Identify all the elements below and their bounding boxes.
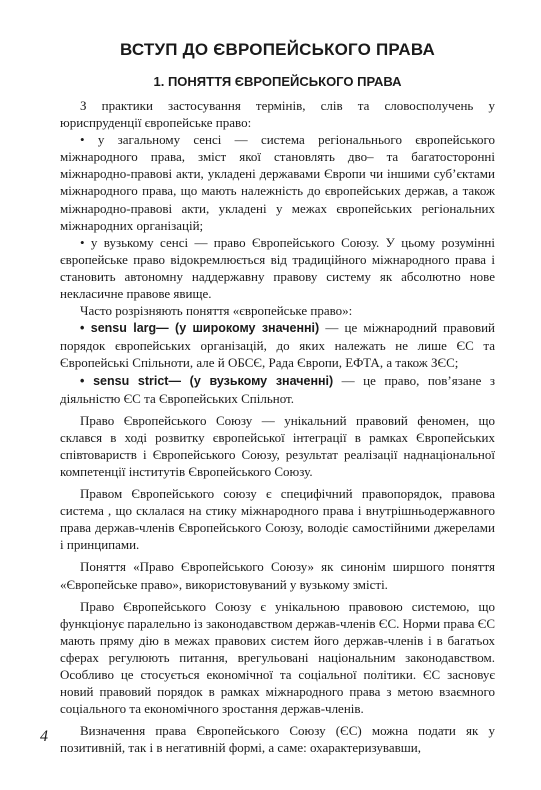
paragraph-eu-law-definition: Визначення права Європейського Союзу (ЄС) можна подати як у позитивній, так і в негативній формі, а саме: охарактеризувавши, <box>60 723 495 756</box>
paragraph-intro: З практики застосування термінів, слів та словосполучень у юриспруденції європейське право: <box>60 98 495 131</box>
paragraph-narrow-sense: • у вузькому сенсі — право Європейського Союзу. У цьому розумінні європейське право відокремлюється від традиційного міжнародного права і становить автономну наддержавну правову систему як абсолютно нове некласичне правове явище. <box>60 234 495 302</box>
definition-sensu-strict: — це право, пов’язане з діяльністю ЄС та Європейських Спільнот. <box>60 372 495 406</box>
paragraph-eu-legal-order: Правом Європейського союзу є специфічний правопорядок, правова система , що склалася на стику міжнародного права і внутрішньодержавного права держав-членів Європейського Союзу, володіє самостійними джерелами і принципами. <box>60 486 495 553</box>
page-number: 4 <box>40 728 48 745</box>
term-sensu-strict: • sensu strict— (у вузькому значенні) <box>80 373 334 388</box>
paragraph-eu-law-phenomenon: Право Європейського Союзу — унікальний правовий феномен, що склався в ході розвитку європейської інтеграції в рамках Європейських співтовариств і Європейського Союзу, результат реалізації наднаціональної компетенції інститутів Європейського Союзу. <box>60 412 495 479</box>
paragraph-eu-law-synonym: Поняття «Право Європейського Союзу» як синонім ширшого поняття «Європейське право», використовуваний у вузькому змісті. <box>60 559 495 592</box>
term-sensu-larg: • sensu larg— (у широкому значенні) <box>80 321 320 336</box>
paragraph-sensu-larg <box>60 319 495 371</box>
section-title: 1. ПОНЯТТЯ ЄВРОПЕЙСЬКОГО ПРАВА <box>153 74 402 89</box>
paragraph-eu-legal-system: Право Європейського Союзу є унікальною правовою системою, що функціонує паралельно із законодавством держав-членів ЄС. Норми права ЄС мають пряму дію в межах правових систем його держав-членів і в багатьох сферах регулюють питання, врегульовані національним законодавством. Особливо це стосується економічної та соціальної політики. ЄС засновує новий правовий порядок в рамках міжнародного права з метою взаємного соціального та економічного зростання держав-членів. <box>60 598 495 717</box>
chapter-title: ВСТУП ДО ЄВРОПЕЙСЬКОГО ПРАВА <box>119 40 436 59</box>
paragraph-distinguish: Часто розрізняють поняття «європейське право»: <box>80 303 353 319</box>
definition-sensu-larg: — це міжнародний правовий порядок європейських організацій, до яких належать не лише ЄС та Європейські Спільноти, але й ОБСЄ, Рада Європи, ЕФТА, а також ЗЄС; <box>60 320 495 371</box>
paragraph-general-sense: • у загальному сенсі — система регіональнього європейського міжнародного права, зміст якої становлять дво– та багатосторонні міжнародно-правові акти, укладені державами Європи чи іншими суб’єктами міжнародного права, що мають належність до європейських держав, а також міжнародно-правові акти, укладені у межах європейських регіональних міжнародних організацій; <box>60 132 495 233</box>
paragraph-sensu-strict <box>60 372 495 407</box>
